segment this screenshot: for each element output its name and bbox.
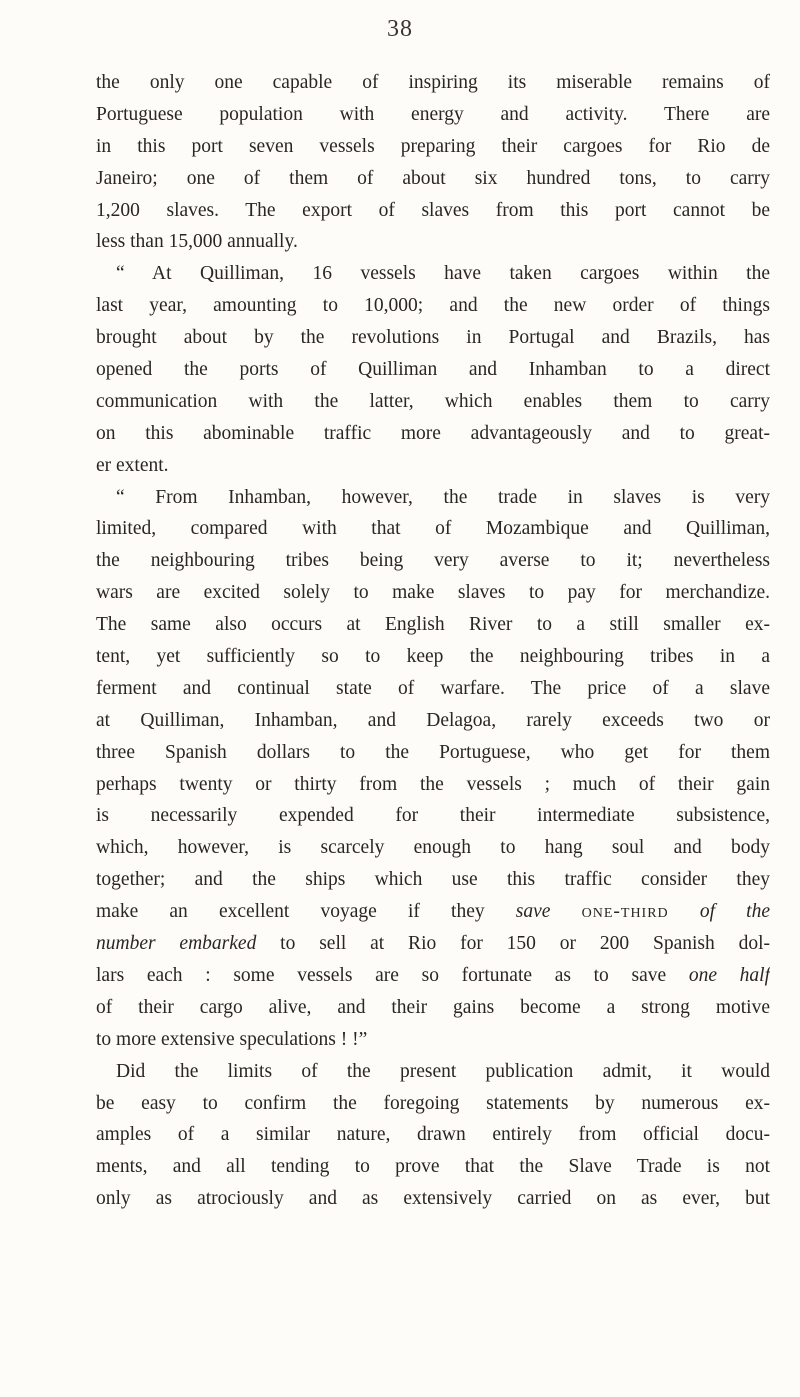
text-line: the only one capable of inspiring its miserable remains of xyxy=(96,72,770,93)
text-line: less than 15,000 annually. xyxy=(96,231,298,253)
text-line xyxy=(96,896,770,928)
body-text xyxy=(96,67,770,1215)
text-segment: save xyxy=(515,901,551,923)
text-line: Janeiro; one of them of about six hundred tons, to carry xyxy=(96,167,770,189)
text-line: “ At Quilliman, 16 vessels have taken cargoes within the xyxy=(116,263,770,285)
text-line: perhaps twenty or thirty from the vessels ; much of their gain xyxy=(96,773,770,795)
text-line xyxy=(96,960,770,992)
text-line: the neighbouring tribes being very averse to it; nevertheless xyxy=(96,550,770,572)
text-line: ferment and continual state of warfare. The price of a slave xyxy=(96,677,770,699)
text-line: on this abominable traffic more advantageously and to great- xyxy=(96,422,770,444)
text-segment: to sell at Rio for 150 or 200 Spanish dol- xyxy=(256,933,770,955)
text-line: together; and the ships which use this traffic consider they xyxy=(96,869,770,891)
text-line: which, however, is scarcely enough to hang soul and body xyxy=(96,837,770,859)
text-line: at Quilliman, Inhamban, and Delagoa, rarely exceeds two or xyxy=(96,709,770,731)
text-line: brought about by the revolutions in Portugal and Brazils, has xyxy=(96,327,770,349)
text-line: Did the limits of the present publication admit, it would xyxy=(116,1060,770,1082)
text-line: communication with the latter, which enables them to carry xyxy=(96,390,770,412)
text-line: in this port seven vessels preparing their cargoes for Rio de xyxy=(96,135,770,157)
text-segment: of the xyxy=(699,901,770,923)
text-line: er extent. xyxy=(96,454,169,476)
text-segment: one half xyxy=(688,964,770,986)
text-line: “ From Inhamban, however, the trade in slaves is very xyxy=(116,486,770,508)
text-line: wars are excited solely to make slaves to pay for merchandize. xyxy=(96,582,770,604)
text-line: to more extensive speculations ! !” xyxy=(96,1028,368,1050)
text-line: tent, yet sufficiently so to keep the neighbouring tribes in a xyxy=(96,646,770,668)
text-line: is necessarily expended for their intermediate subsistence, xyxy=(96,805,770,827)
text-segment xyxy=(550,901,581,922)
text-segment xyxy=(669,901,700,922)
text-line: three Spanish dollars to the Portuguese, who get for them xyxy=(96,741,770,763)
text-line xyxy=(96,928,770,960)
text-line: amples of a similar nature, drawn entirely from official docu- xyxy=(96,1124,770,1146)
text-line: Portuguese population with energy and activity. There are xyxy=(96,103,770,125)
text-line: last year, amounting to 10,000; and the new order of things xyxy=(96,295,770,317)
text-line: ments, and all tending to prove that the Slave Trade is not xyxy=(96,1156,770,1178)
text-line: The same also occurs at English River to a still smaller ex- xyxy=(96,614,770,636)
text-line: opened the ports of Quilliman and Inhamban to a direct xyxy=(96,359,770,381)
text-segment: one-third xyxy=(581,901,669,923)
page-number: 38 xyxy=(387,16,413,42)
text-segment: number embarked xyxy=(96,933,257,955)
text-segment: lars each : some vessels are so fortunate as to save xyxy=(96,964,689,986)
text-line: be easy to confirm the foregoing statements by numerous ex- xyxy=(96,1092,770,1114)
text-line: of their cargo alive, and their gains become a strong motive xyxy=(96,996,770,1018)
text-segment: make an excellent voyage if they xyxy=(96,901,516,923)
text-line: limited, compared with that of Mozambique and Quilliman, xyxy=(96,518,770,540)
text-line: only as atrociously and as extensively carried on as ever, but xyxy=(96,1188,770,1210)
text-line: 1,200 slaves. The export of slaves from this port cannot be xyxy=(96,199,770,221)
